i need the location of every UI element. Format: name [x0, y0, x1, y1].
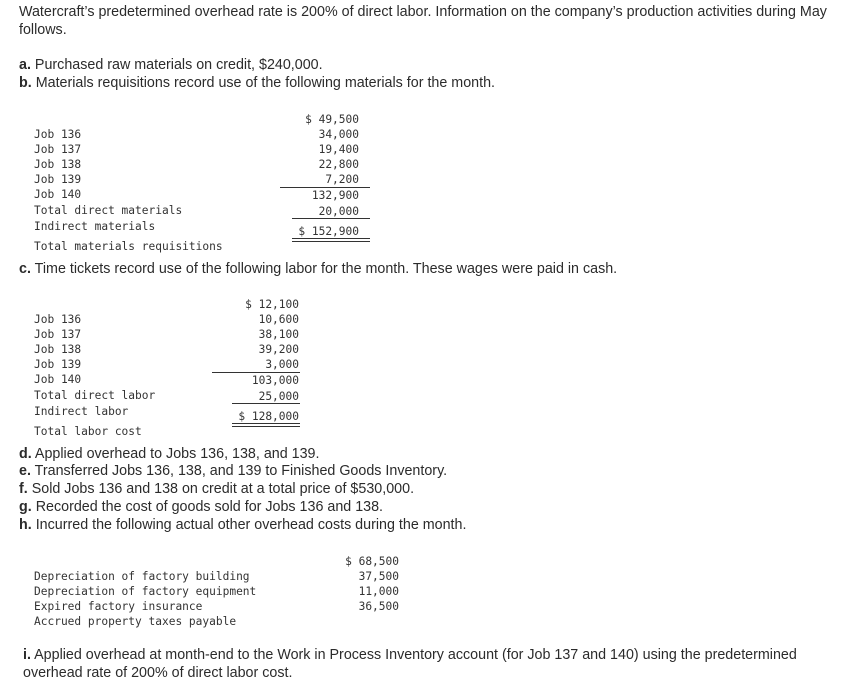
- row-label: Job 136: [34, 313, 82, 326]
- item-b-text: Materials requisitions record use of the following materials for the month.: [35, 75, 496, 91]
- table-row: [34, 373, 156, 402]
- table-row: [34, 357, 82, 386]
- table-row: [34, 554, 250, 583]
- item-b: [19, 74, 495, 92]
- row-label: Depreciation of factory equipment: [34, 585, 257, 598]
- row-amount: 37,500: [358, 570, 399, 583]
- labor-table: [34, 297, 314, 438]
- item-d-letter: d.: [19, 446, 32, 462]
- item-i: [23, 646, 813, 682]
- grand-total-double-rule: [232, 423, 300, 427]
- row-amount: $ 68,500: [345, 555, 399, 568]
- intro-paragraph: Watercraft’s predetermined overhead rate is 200% of direct labor. Information on the company’s production activities during May follows.: [19, 4, 827, 38]
- item-a-text: Purchased raw materials on credit, $240,000.: [34, 57, 323, 73]
- table-row: [34, 142, 82, 171]
- total-rule: [232, 403, 300, 404]
- row-label: Job 140: [34, 373, 82, 386]
- table-row: [34, 342, 82, 371]
- item-a: [19, 56, 323, 74]
- item-h: [19, 516, 466, 534]
- table-row: [34, 172, 82, 201]
- item-c-text: Time tickets record use of the following labor for the month. These wages were paid in cash.: [34, 261, 618, 277]
- row-label: Job 138: [34, 158, 82, 171]
- item-e-text: Transferred Jobs 136, 138, and 139 to Finished Goods Inventory.: [34, 463, 448, 479]
- item-d: [19, 445, 319, 463]
- row-amount: $ 12,100: [245, 298, 299, 311]
- table-row: [34, 312, 82, 341]
- table-row: [34, 112, 82, 141]
- row-label: Job 139: [34, 173, 82, 186]
- row-label: Job 137: [34, 328, 82, 341]
- row-label: Job 140: [34, 188, 82, 201]
- table-row: [34, 157, 82, 186]
- row-label: Indirect materials: [34, 220, 156, 233]
- row-amount: 19,400: [318, 143, 359, 156]
- table-row: [34, 327, 82, 356]
- table-row: [34, 188, 183, 217]
- row-amount: 132,900: [311, 189, 359, 202]
- item-c: [19, 260, 617, 278]
- row-amount: 22,800: [318, 158, 359, 171]
- item-g-letter: g.: [19, 499, 32, 515]
- item-e: [19, 462, 447, 480]
- table-row: [34, 127, 82, 156]
- row-label: Expired factory insurance: [34, 600, 203, 613]
- row-label: Total direct materials: [34, 204, 183, 217]
- item-e-letter: e.: [19, 463, 31, 479]
- item-f: [19, 480, 414, 498]
- row-amount: 39,200: [258, 343, 299, 356]
- item-d-text: Applied overhead to Jobs 136, 138, and 139.: [34, 446, 320, 462]
- row-label: Job 136: [34, 128, 82, 141]
- row-amount: $ 128,000: [238, 410, 299, 423]
- item-a-letter: a.: [19, 57, 31, 73]
- item-h-text: Incurred the following actual other overhead costs during the month.: [35, 517, 467, 533]
- item-h-letter: h.: [19, 517, 32, 533]
- row-label: Accrued property taxes payable: [34, 615, 237, 628]
- row-amount: 25,000: [258, 390, 299, 403]
- row-label: Job 137: [34, 143, 82, 156]
- row-amount: 11,000: [358, 585, 399, 598]
- item-b-letter: b.: [19, 75, 32, 91]
- grand-total-double-rule: [292, 238, 370, 242]
- row-amount: 34,000: [318, 128, 359, 141]
- row-label: Total labor cost: [34, 425, 142, 438]
- row-amount: 20,000: [318, 205, 359, 218]
- item-i-text: Applied overhead at month-end to the Work in Process Inventory account (for Job 137 and 140) using the predetermined overhead rate of 200% of direct labor cost.: [23, 647, 797, 681]
- row-amount: 36,500: [358, 600, 399, 613]
- row-amount: 7,200: [325, 173, 359, 186]
- item-f-letter: f.: [19, 481, 28, 497]
- row-label: Depreciation of factory building: [34, 570, 250, 583]
- row-amount: 103,000: [251, 374, 299, 387]
- row-amount: $ 49,500: [305, 113, 359, 126]
- row-label: Total direct labor: [34, 389, 156, 402]
- total-rule: [292, 218, 370, 219]
- row-label: Total materials requisitions: [34, 240, 223, 253]
- row-amount: 38,100: [258, 328, 299, 341]
- row-label: Job 139: [34, 358, 82, 371]
- row-amount: 10,600: [258, 313, 299, 326]
- item-f-text: Sold Jobs 136 and 138 on credit at a total price of $530,000.: [31, 481, 415, 497]
- materials-table: [34, 112, 374, 253]
- item-g: [19, 498, 383, 516]
- item-i-letter: i.: [23, 647, 31, 663]
- row-label: Job 138: [34, 343, 82, 356]
- row-label: Indirect labor: [34, 405, 129, 418]
- item-c-letter: c.: [19, 261, 31, 277]
- overhead-costs-table: [34, 554, 414, 628]
- item-g-text: Recorded the cost of goods sold for Jobs 136 and 138.: [35, 499, 384, 515]
- table-row: [34, 297, 82, 326]
- row-amount: $ 152,900: [298, 225, 359, 238]
- row-amount: 3,000: [265, 358, 299, 371]
